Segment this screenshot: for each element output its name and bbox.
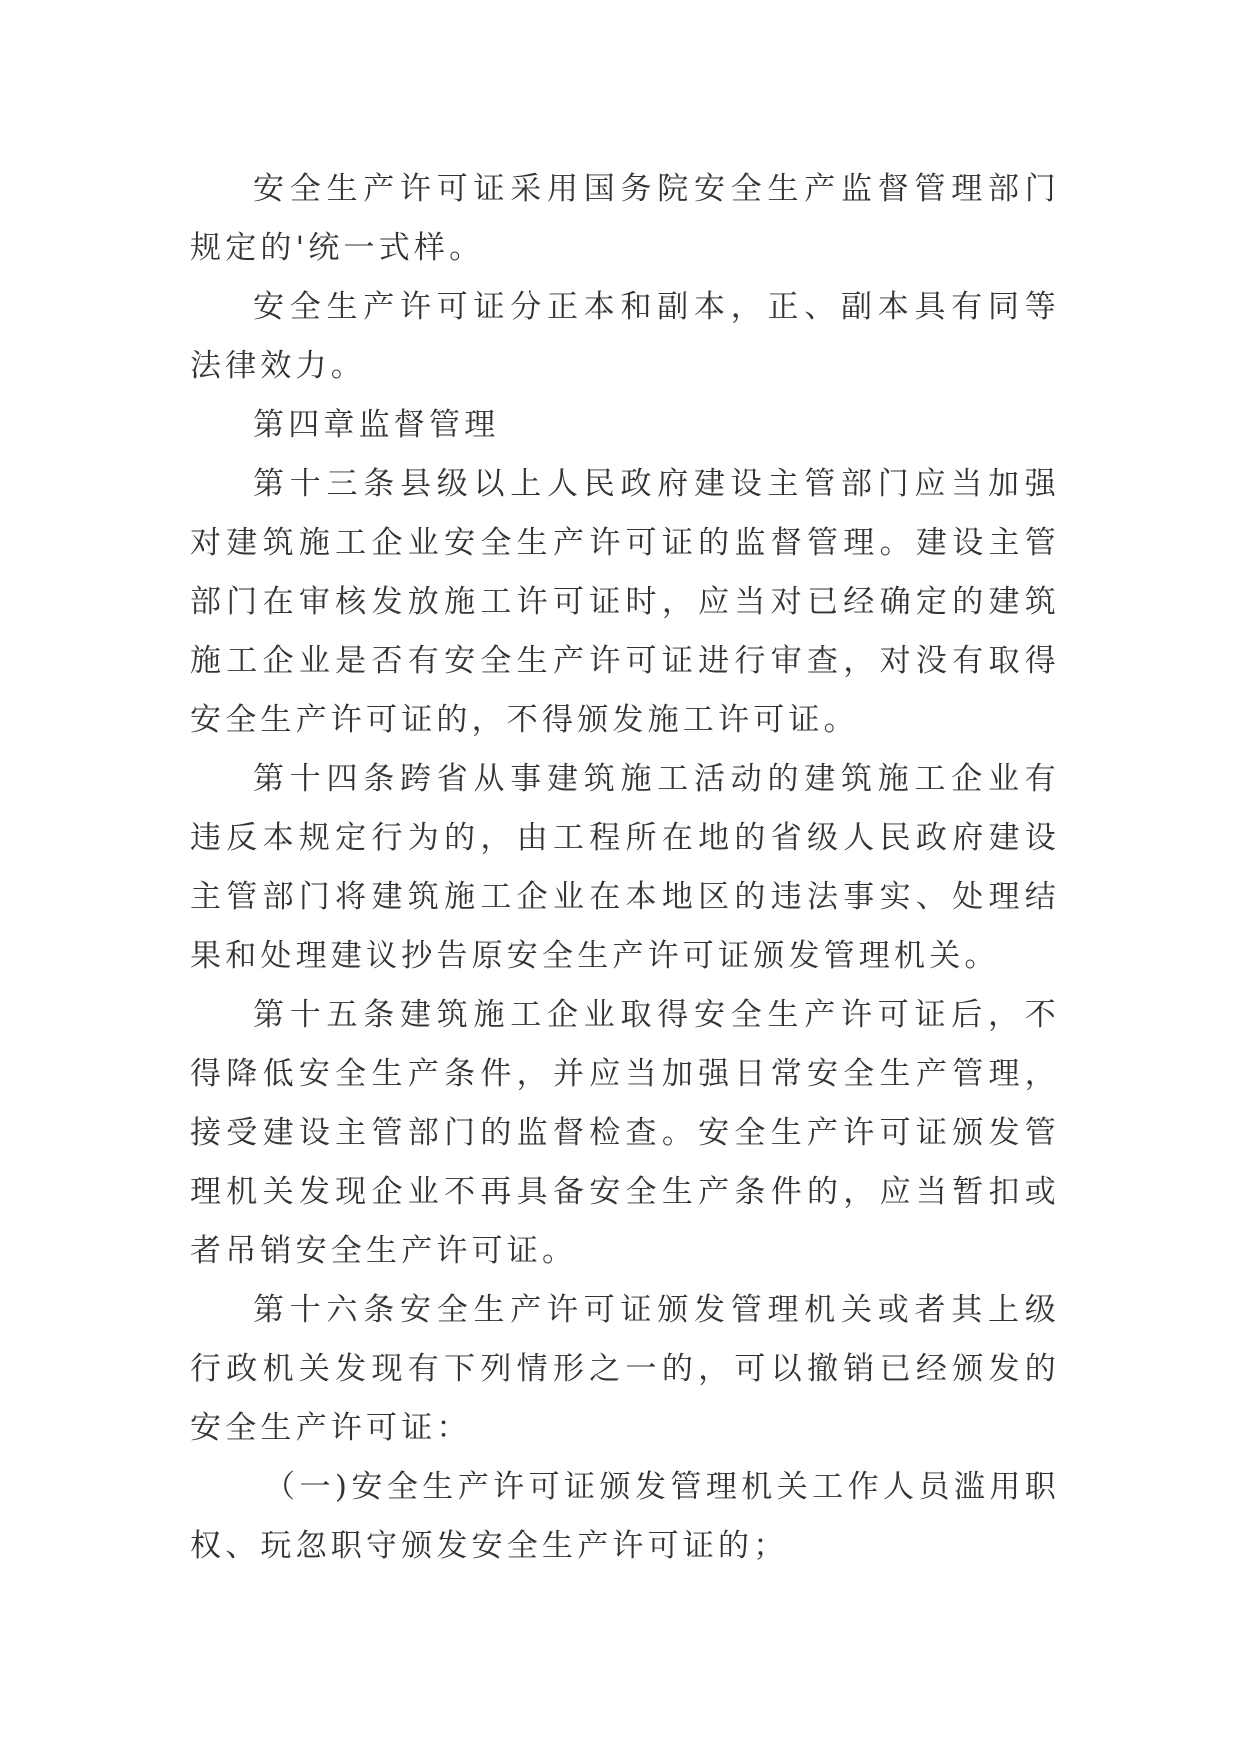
article-16: 第十六条安全生产许可证颁发管理机关或者其上级行政机关发现有下列情形之一的，可以撤销已经颁发的安全生产许可证： <box>190 1292 1060 1446</box>
paragraph-original-copy: 安全生产许可证分正本和副本，正、副本具有同等法律效力。 <box>190 289 1060 384</box>
article-14: 第十四条跨省从事建筑施工活动的建筑施工企业有违反本规定行为的，由工程所在地的省级人民政府建设主管部门将建筑施工企业在本地区的违法事实、处理结果和处理建议抄告原安全生产许可证颁发管理机关。 <box>190 761 1060 974</box>
document-body <box>190 160 1060 1576</box>
article-16-item-1: （一)安全生产许可证颁发管理机关工作人员滥用职权、玩忽职守颁发安全生产许可证的； <box>190 1469 1060 1564</box>
article-15: 第十五条建筑施工企业取得安全生产许可证后，不得降低安全生产条件，并应当加强日常安全生产管理，接受建设主管部门的监督检查。安全生产许可证颁发管理机关发现企业不再具备安全生产条件的，应当暂扣或者吊销安全生产许可证。 <box>190 997 1060 1269</box>
article-13: 第十三条县级以上人民政府建设主管部门应当加强对建筑施工企业安全生产许可证的监督管理。建设主管部门在审核发放施工许可证时，应当对已经确定的建筑施工企业是否有安全生产许可证进行审查，对没有取得安全生产许可证的，不得颁发施工许可证。 <box>190 466 1060 738</box>
chapter-heading: 第四章监督管理 <box>253 407 500 443</box>
paragraph-uniform-format: 安全生产许可证采用国务院安全生产监督管理部门规定的'统一式样。 <box>190 171 1060 266</box>
